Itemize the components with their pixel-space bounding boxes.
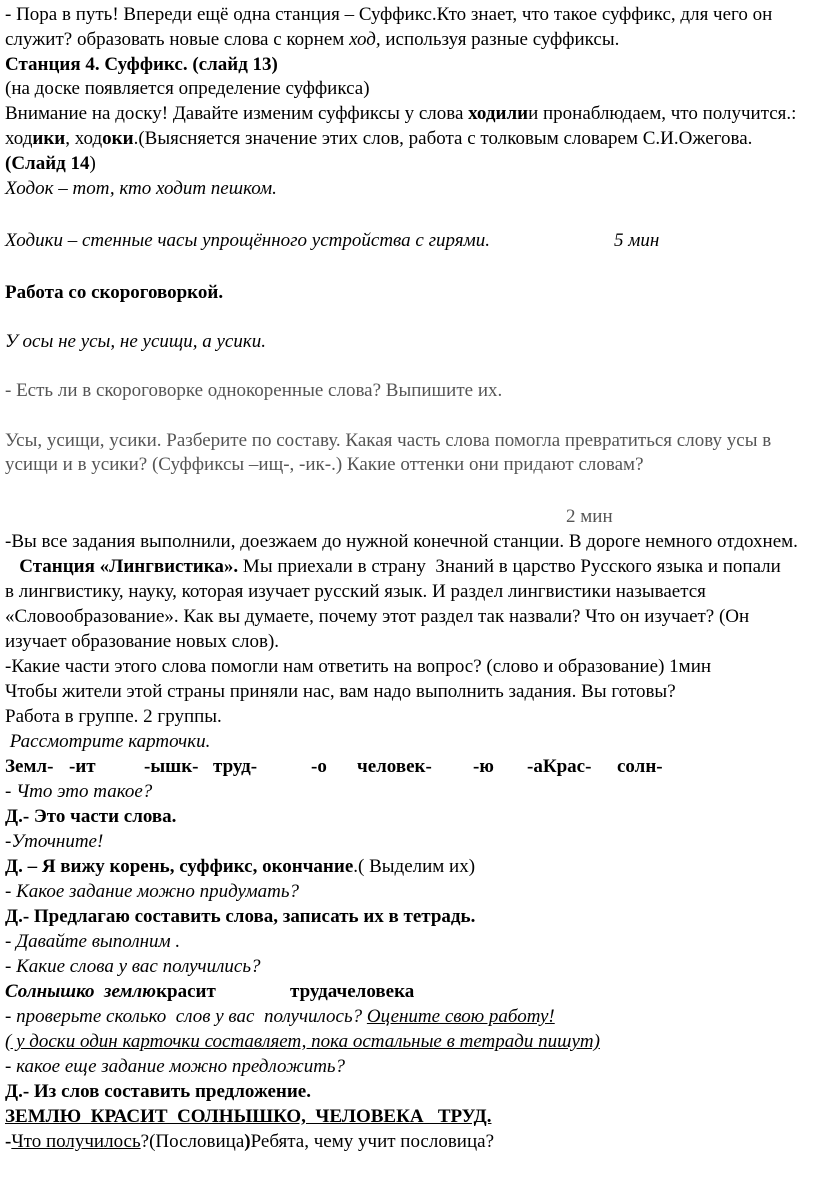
time-mark: 2 мин <box>566 506 613 527</box>
text-line: Внимание на доску! Давайте изменим суффиксы у слова ходилии пронаблюдаем, что получится.: <box>5 103 797 124</box>
word-card: -о <box>311 756 327 777</box>
text-line: изучает образование новых слов). <box>5 631 280 652</box>
word-card: солн- <box>617 756 663 777</box>
question-line: -Уточните! <box>5 831 104 852</box>
word-card: труд- <box>213 756 258 777</box>
text-line: -Вы все задания выполнили, доезжаем до нужной конечной станции. В дороге немного отдохнем. <box>5 531 798 552</box>
note-line: ( у доски один карточки составляет, пока остальные в тетради пишут) <box>5 1031 600 1052</box>
station-heading: Станция 4. Суффикс. (слайд 13) <box>5 54 278 75</box>
answer-line: Д.- Предлагаю составить слова, записать их в тетрадь. <box>5 906 476 927</box>
text-line: усищи и в усики? (Суффиксы –ищ-, -ик-.) Какие оттенки они придают словам? <box>5 454 644 475</box>
proverb-line: ЗЕМЛЮ КРАСИТ СОЛНЫШКО, ЧЕЛОВЕКА ТРУД. <box>5 1106 492 1127</box>
question-line: - проверьте сколько слов у вас получилось? Оцените свою работу! <box>5 1006 555 1027</box>
text-line: служит? образовать новые слова с корнем ход, используя разные суффиксы. <box>5 29 620 50</box>
text-line: - Есть ли в скороговорке однокоренные слова? Выпишите их. <box>5 380 503 401</box>
text-line: ходики, ходоки.(Выясняется значение этих слов, работа с толковым словарем С.И.Ожегова. <box>5 128 753 149</box>
question-line: - Какие слова у вас получились? <box>5 956 261 977</box>
tongue-twister: У осы не усы, не усищи, а усики. <box>5 331 266 352</box>
text-line: Чтобы жители этой страны приняли нас, вам надо выполнить задания. Вы готовы? <box>5 681 676 702</box>
text-line: Усы, усищи, усики. Разберите по составу. Какая часть слова помогла превратиться слову усы в <box>5 430 772 451</box>
answer-line: Д.- Это части слова. <box>5 806 177 827</box>
question-line: - Какое задание можно придумать? <box>5 881 299 902</box>
definition-line: Ходок – тот, кто ходит пешком. <box>5 178 277 199</box>
text-line: - Пора в путь! Впереди ещё одна станция – Суффикс.Кто знает, что такое суффикс, для чего он <box>5 4 773 25</box>
time-mark: 5 мин <box>614 230 660 251</box>
text-line: в лингвистику, науку, которая изучает русский язык. И раздел лингвистики называется <box>5 581 706 602</box>
word-card: -ит <box>69 756 96 777</box>
word-card: Земл- <box>5 756 54 777</box>
text-line: (Слайд 14) <box>5 153 96 174</box>
answer-line: Д. – Я вижу корень, суффикс, окончание.( Выделим их) <box>5 856 476 877</box>
word-card: -аКрас- <box>527 756 592 777</box>
word-card: человек- <box>357 756 432 777</box>
word-card: -ю <box>473 756 494 777</box>
instruction-line: Рассмотрите карточки. <box>5 731 211 752</box>
word-card: -ышк- <box>144 756 199 777</box>
question-line: - какое еще задание можно предложить? <box>5 1056 346 1077</box>
question-line: - Что это такое? <box>5 781 153 802</box>
section-heading: Работа со скороговоркой. <box>5 282 224 303</box>
definition-line: Ходики – стенные часы упрощённого устройства с гирями. 5 мин <box>5 230 660 251</box>
composed-words-line: Солнышко землюкрасит трудачеловека <box>5 981 415 1002</box>
answer-line: Д.- Из слов составить предложение. <box>5 1081 311 1102</box>
question-line: -Что получилось?(Пословица)Ребята, чему учит пословица? <box>5 1131 495 1152</box>
text-line: «Словообразование». Как вы думаете, почему этот раздел так назвали? Что он изучает? (Он <box>5 606 750 627</box>
text-line: Работа в группе. 2 группы. <box>5 706 222 727</box>
text-line: -Какие части этого слова помогли нам ответить на вопрос? (слово и образование) 1мин <box>5 656 712 677</box>
text-line: Станция «Лингвистика». Мы приехали в страну Знаний в царство Русского языка и попали <box>5 556 781 577</box>
question-line: - Давайте выполним . <box>5 931 181 952</box>
text-line: (на доске появляется определение суффикса) <box>5 78 370 99</box>
